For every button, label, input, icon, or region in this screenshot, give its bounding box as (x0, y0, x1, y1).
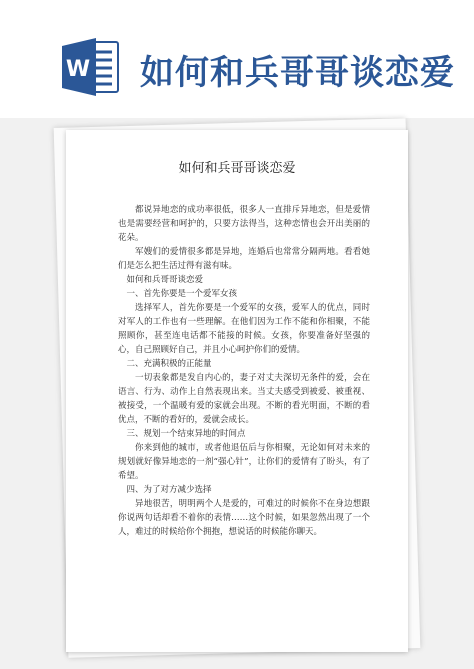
banner-title: 如何和兵哥哥谈恋爱 (140, 53, 455, 93)
section-heading: 四、为了对方减少选择 (126, 485, 212, 495)
paragraph: 你来到他的城市，或者他退伍后与你相聚，无论如何对未来的规划就好像异地恋的一剂“强心针”，让你们的爱情有了盼头，有了希望。 (118, 443, 370, 481)
paragraph: 选择军人，首先你要是一个爱军的女孩，爱军人的优点，同时对军人的工作也有一些理解。在他们因为工作不能和你相聚，不能照顾你，甚至连电话都不能接的时候。女孩，你要准备好坚强的心，自己照顾好自己，并且小心呵护你们的爱情。 (118, 303, 370, 355)
word-document-icon (62, 36, 120, 98)
section-heading: 二、充满积极的正能量 (126, 359, 212, 369)
section-heading: 三、规划一个结束异地的时间点 (126, 429, 246, 439)
document-page (66, 130, 408, 652)
paragraph: 一切表象都是发自内心的，妻子对丈夫深切无条件的爱，会在语言、行为、动作上自然表现出来。当丈夫感受到被爱、被重视、被接受，一个温暖有爱的家就会出现。不断的看光明面，不断的看优点，不断的看好的，爱就会成长。 (118, 373, 370, 425)
header-banner (0, 0, 474, 118)
word-logo-letter: W (65, 57, 91, 82)
document-body (118, 203, 370, 539)
section-heading: 一、首先你要是一个爱军女孩 (126, 289, 238, 299)
paragraph: 都说异地恋的成功率很低，很多人一直排斥异地恋，但是爱情也是需要经营和呵护的，只要方法得当，这种恋情也会开出美丽的花朵。 (118, 205, 370, 243)
section-heading: 如何和兵哥哥谈恋爱 (126, 275, 204, 285)
document-title: 如何和兵哥哥谈恋爱 (178, 161, 296, 176)
paragraph: 异地很苦，明明两个人是爱的，可难过的时候你不在身边想跟你说两句话却看不着你的表情……这个时候，如果忽然出现了一个人，难过的时候给你个拥抱，想说话的时候能你聊天。 (118, 499, 370, 537)
paragraph: 军嫂们的爱情很多都是异地，连婚后也常常分隔两地。看看她们是怎么把生活过得有滋有味。 (118, 247, 370, 271)
